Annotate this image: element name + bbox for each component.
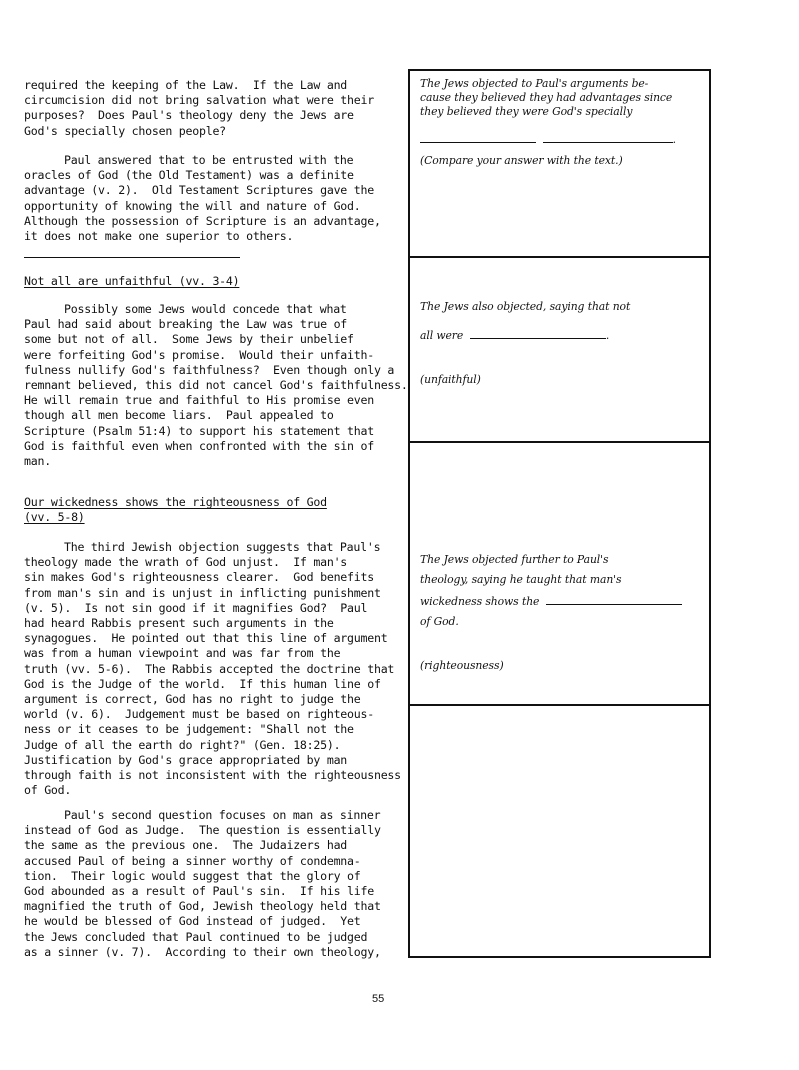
text-line: through faith is not inconsistent with the righteousness (24, 768, 401, 783)
question-line: The Jews objected further to Paul's (420, 553, 609, 566)
answer-blank[interactable] (470, 327, 606, 339)
page-number: 55 (372, 993, 385, 1005)
answer-blank[interactable] (420, 131, 536, 143)
section-rule (24, 257, 240, 258)
text-line: oracles of God (the Old Testament) was a definite (24, 168, 354, 183)
text-line: ness or it ceases to be judgement: "Shall not the (24, 722, 354, 737)
sidebar-question-unfaithful (420, 300, 710, 387)
text-line: the same as the previous one. The Judaizers had (24, 838, 348, 853)
text-line: Justification by God's grace appropriated by man (24, 752, 348, 767)
question-text: all were (420, 329, 464, 342)
text-line: magnified the truth of God, Jewish theology held that (24, 899, 381, 914)
question-line: The Jews also objected, saying that not (420, 300, 631, 313)
sidebar-divider (408, 256, 711, 258)
text-line: God is faithful even when confronted with the sin of (24, 438, 374, 453)
section-wickedness-heading (24, 495, 408, 525)
text-line: argument is correct, God has no right to judge the (24, 692, 361, 707)
question-line: they believed they were God's specially (420, 105, 633, 118)
text-line: some but not of all. Some Jews by their unbelief (24, 332, 354, 347)
text-line: sin makes God's righteousness clearer. God benefits (24, 570, 374, 585)
intro-paragraph (24, 78, 408, 139)
text-line: synagogues. He pointed out that this line of argument (24, 631, 388, 646)
text-line: accused Paul of being a sinner worthy of condemna- (24, 853, 361, 868)
wickedness-paragraph (24, 540, 408, 798)
text-line: He will remain true and faithful to His promise even (24, 393, 374, 408)
text-line: Paul had said about breaking the Law was true of (24, 317, 348, 332)
answer-blank[interactable] (546, 593, 682, 605)
text-line: Judge of all the earth do right?" (Gen. 18:25). (24, 737, 341, 752)
text-line: was from a human viewpoint and was far from the (24, 646, 341, 661)
sidebar-frame (408, 69, 711, 958)
text-line: instead of God as Judge. The question is essentially (24, 823, 381, 838)
text-line: (v. 5). Is not sin good if it magnifies God? Paul (24, 600, 368, 615)
question-line: The Jews objected to Paul's arguments be- (420, 77, 649, 90)
section-heading: Our wickedness shows the righteousness of God (24, 495, 327, 509)
text-line: Scripture (Psalm 51:4) to support his statement that (24, 423, 374, 438)
text-line: The third Jewish objection suggests that Paul's (64, 540, 381, 554)
text-line: opportunity of knowing the will and nature of God. (24, 198, 361, 213)
text-line: from man's sin and is unjust in inflicting punishment (24, 585, 381, 600)
text-line: God is the Judge of the world. If this human line of (24, 676, 381, 691)
text-line: it does not make one superior to others. (24, 229, 294, 244)
sidebar-question-righteousness (420, 553, 710, 673)
text-line: God's specially chosen people? (24, 123, 226, 138)
answer-note: (Compare your answer with the text.) (420, 154, 623, 167)
text-line: remnant believed, this did not cancel God's faithfulness. (24, 378, 408, 393)
text-line: theology made the wrath of God unjust. If man's (24, 555, 348, 570)
text-line: advantage (v. 2). Old Testament Scriptures gave the (24, 183, 374, 198)
sidebar-divider (408, 441, 711, 443)
text-line: of God. (24, 783, 72, 798)
question-line-with-blank (420, 593, 710, 609)
sidebar-question-advantages (420, 77, 710, 168)
answer-key: (unfaithful) (420, 373, 481, 386)
text-line: purposes? Does Paul's theology deny the Jews are (24, 108, 354, 123)
answer-blanks: . (420, 131, 710, 147)
text-line: circumcision did not bring salvation what were their (24, 93, 374, 108)
unfaithful-paragraph (24, 302, 408, 469)
text-line: Paul answered that to be entrusted with the (64, 153, 354, 167)
text-line: had heard Rabbis present such arguments in the (24, 616, 334, 631)
section-unfaithful (24, 274, 408, 289)
question-line: cause they believed they had advantages since (420, 91, 673, 104)
sidebar-divider (408, 704, 711, 706)
text-line: tion. Their logic would suggest that the glory of (24, 868, 361, 883)
text-line: though all men become liars. Paul appealed to (24, 408, 334, 423)
text-line: Paul's second question focuses on man as sinner (64, 808, 381, 822)
text-line: Possibly some Jews would concede that what (64, 302, 347, 316)
section-heading-verses: (vv. 5-8) (24, 510, 85, 525)
question-line: of God. (420, 615, 459, 628)
text-line: world (v. 6). Judgement must be based on righteous- (24, 707, 374, 722)
question-line: theology, saying he taught that man's (420, 573, 622, 586)
text-line: truth (vv. 5-6). The Rabbis accepted the doctrine that (24, 661, 395, 676)
sinner-paragraph (24, 808, 408, 960)
text-line: were forfeiting God's promise. Would their unfaith- (24, 347, 374, 362)
text-line: fulness nullify God's faithfulness? Even though only a (24, 362, 395, 377)
answer-key: (righteousness) (420, 659, 504, 672)
text-line: man. (24, 454, 51, 469)
question-text: wickedness shows the (420, 595, 540, 608)
text-line: the Jews concluded that Paul continued to be judged (24, 929, 368, 944)
text-line: God abounded as a result of Paul's sin. If his life (24, 884, 374, 899)
text-line: required the keeping of the Law. If the Law and (24, 78, 348, 92)
question-line-with-blank: all were . (420, 329, 610, 342)
text-line: he would be blessed of God instead of judged. Yet (24, 914, 361, 929)
text-line: Although the possession of Scripture is an advantage, (24, 213, 381, 228)
section-heading: Not all are unfaithful (vv. 3-4) (24, 274, 240, 288)
text-line: as a sinner (v. 7). According to their own theology, (24, 944, 381, 959)
oracles-paragraph (24, 153, 408, 244)
answer-blank[interactable] (543, 131, 673, 143)
